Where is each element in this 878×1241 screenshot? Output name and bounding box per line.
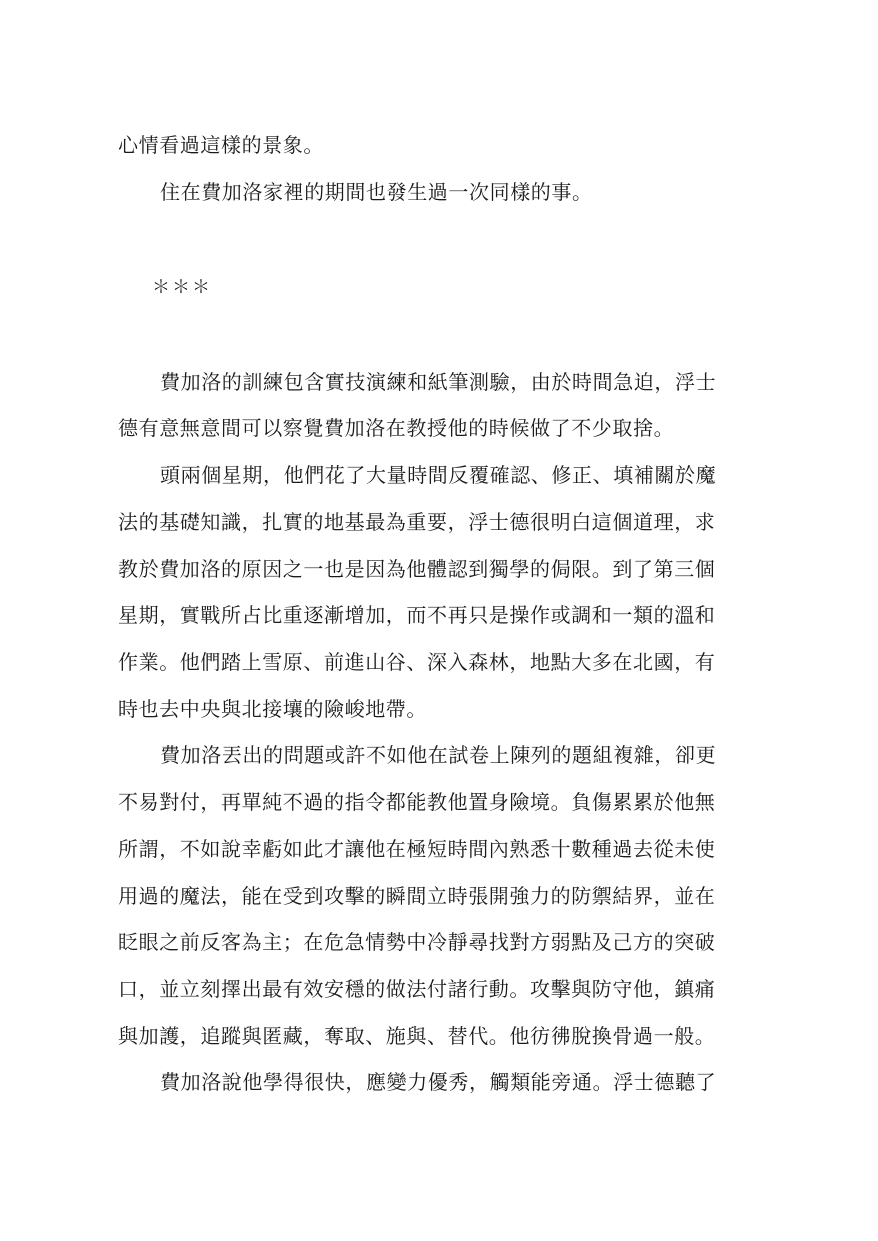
text-line: 費加洛說他學得很快，應變力優秀，觸類能旁通。浮士德聽了 <box>160 1070 717 1094</box>
text-line: 作業。他們踏上雪原、前進山谷、深入森林，地點大多在北國，有 <box>118 650 716 674</box>
text-line: 與加護，追蹤與匿藏，奪取、施與、替代。他彷彿脫換骨過一般。 <box>118 1024 716 1048</box>
text-line: 費加洛丟出的問題或許不如他在試卷上陳列的題組複雜，卻更 <box>160 743 717 767</box>
text-line: 德有意無意間可以察覺費加洛在教授他的時候做了不少取捨。 <box>118 416 675 440</box>
text-line: 時也去中央與北接壤的險峻地帶。 <box>118 697 427 721</box>
text-line: 心情看過這樣的景象。 <box>118 133 324 157</box>
text-line: 用過的魔法，能在受到攻擊的瞬間立時張開強力的防禦結界，並在 <box>118 884 716 908</box>
text-line: 教於費加洛的原因之一也是因為他體認到獨學的侷限。到了第三個 <box>118 557 716 581</box>
text-line: 所謂，不如說幸虧如此才讓他在極短時間內熟悉十數種過去從未使 <box>118 837 716 861</box>
text-line: 眨眼之前反客為主；在危急情勢中冷靜尋找對方弱點及己方的突破 <box>118 930 716 954</box>
text-line: 頭兩個星期，他們花了大量時間反覆確認、修正、填補關於魔 <box>160 463 717 487</box>
text-line: 不易對付，再單純不過的指令都能教他置身險境。負傷累累於他無 <box>118 790 716 814</box>
text-line: 住在費加洛家裡的期間也發生過一次同樣的事。 <box>160 180 593 204</box>
text-line: 星期，實戰所占比重逐漸增加，而不再只是操作或調和一類的溫和 <box>118 603 716 627</box>
text-line: 法的基礎知識，扎實的地基最為重要，浮士德很明白這個道理，求 <box>118 510 716 534</box>
text-line: 口，並立刻擇出最有效安穩的做法付諸行動。攻擊與防守他，鎮痛 <box>118 977 716 1001</box>
section-separator: ＊＊＊ <box>152 277 212 298</box>
text-line: 費加洛的訓練包含實技演練和紙筆測驗，由於時間急迫，浮士 <box>160 370 717 394</box>
